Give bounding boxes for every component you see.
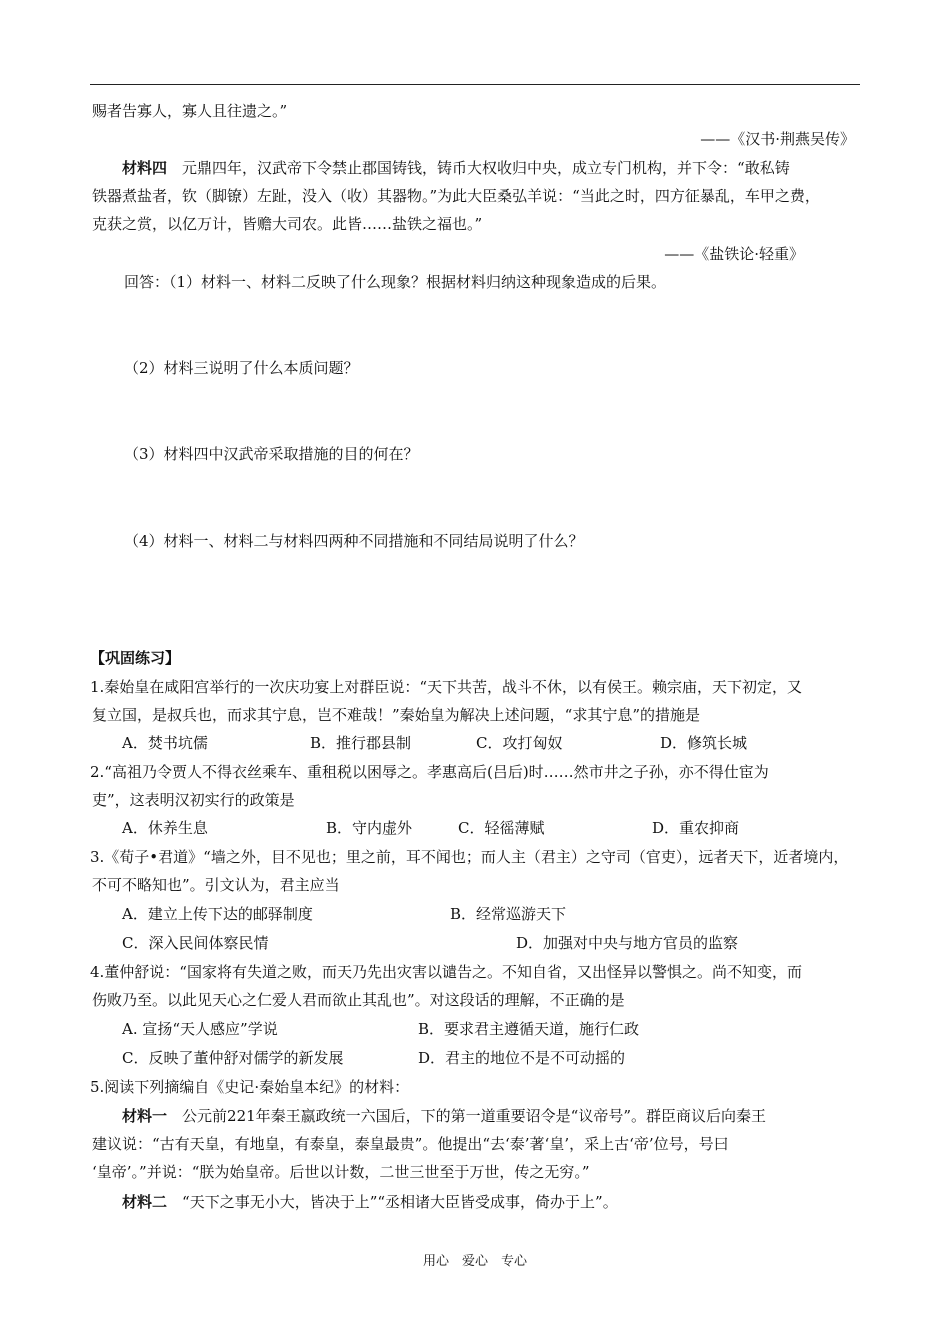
question-2: （2）材料三说明了什么本质问题？ (124, 359, 359, 377)
item-5-material-1-line1: 材料一 公元前221年秦王嬴政统一六国后，下的第一道重要诏令是“议帝号”。群臣商议后向秦王 (122, 1107, 767, 1125)
item-3-option-d: D．加强对中央与地方官员的监察 (516, 934, 739, 952)
item-4-option-a: A. 宣扬“天人感应”学说 (122, 1020, 278, 1038)
question-3: （3）材料四中汉武帝采取措施的目的何在？ (124, 445, 419, 463)
item-1-option-a: A．焚书坑儒 (122, 734, 208, 752)
item-3-option-a: A．建立上传下达的邮驿制度 (122, 905, 313, 923)
item-2-option-c: C．轻徭薄赋 (458, 819, 545, 837)
item-5-material-2-label: 材料二 (122, 1193, 168, 1211)
item-4-line1: 4.董仲舒说：“国家将有失道之败，而天乃先出灾害以谴告之。不知自省，又出怪异以警惧之。尚不知变，而 (90, 963, 802, 981)
item-1-option-c: C．攻打匈奴 (476, 734, 563, 752)
question-4: （4）材料一、材料二与材料四两种不同措施和不同结局说明了什么？ (124, 532, 584, 550)
item-3-option-c: C．深入民间体察民情 (122, 934, 269, 952)
item-5-material-2-line1: 材料二 “天下之事无小大，皆决于上”“丞相诸大臣皆受成事，倚办于上”。 (122, 1193, 618, 1211)
item-2-option-a: A．休养生息 (122, 819, 208, 837)
source-hanshu: ——《汉书·荆燕吴传》 (700, 130, 855, 148)
item-1-option-b: B．推行郡县制 (310, 734, 412, 752)
page-footer: 用心 爱心 专心 (422, 1254, 527, 1269)
material-4-line3: 克获之赏，以亿万计，皆赡大司农。此皆……盐铁之福也。” (92, 215, 483, 233)
material-4-label: 材料四 (122, 159, 168, 177)
item-1-line1: 1.秦始皇在咸阳宫举行的一次庆功宴上对群臣说：“天下共苦，战斗不休，以有侯王。赖宗庙，天下初定，又 (90, 678, 802, 696)
item-5-material-1-line2: 建议说：“古有天皇，有地皇，有泰皇，泰皇最贵”。他提出“去‘泰’著‘皇’，采上古‘帝’位号，号曰 (92, 1135, 729, 1153)
item-4-option-c: C．反映了董仲舒对儒学的新发展 (122, 1049, 344, 1067)
question-1: 回答：（1）材料一、材料二反映了什么现象？根据材料归纳这种现象造成的后果。 (124, 273, 667, 291)
continuation-text: 赐者告寡人，寡人且往遗之。” (92, 102, 288, 120)
item-3-line1: 3.《荀子•君道》“墙之外，目不见也；里之前，耳不闻也；而人主（君主）之守司（官吏），远者天下，近者境内， (90, 848, 849, 866)
item-5-material-1-line3: ‘皇帝’。”并说：“朕为始皇帝。后世以计数，二世三世至于万世，传之无穷。” (92, 1163, 590, 1181)
source-yantielun: ——《盐铁论·轻重》 (664, 245, 804, 263)
material-4-line1: 材料四 元鼎四年，汉武帝下令禁止郡国铸钱，铸币大权收归中央，成立专门机构，并下令：“敢私铸 (122, 159, 790, 177)
item-5-material-1-label: 材料一 (122, 1107, 168, 1125)
item-2-option-b: B．守内虚外 (326, 819, 413, 837)
item-4-option-b: B．要求君主遵循天道，施行仁政 (418, 1020, 640, 1038)
item-4-line2: 伤败乃至。以此见天心之仁爱人君而欲止其乱也”。对这段话的理解，不正确的是 (92, 991, 625, 1009)
item-3-line2: 不可不略知也”。引文认为，君主应当 (92, 876, 340, 894)
item-1-line2: 复立国，是叔兵也，而求其宁息，岂不难哉！”秦始皇为解决上述问题，“求其宁息”的措施是 (92, 706, 701, 724)
item-2-line1: 2.“高祖乃令贾人不得衣丝乘车、重租税以困辱之。孝惠高后(吕后)时……然市井之子孙，亦不得仕宦为 (90, 763, 769, 781)
material-4-line2: 铁器煮盐者，钦（脚镣）左趾，没入（收）其器物。”为此大臣桑弘羊说：“当此之时，四方征暴乱，车甲之费， (92, 187, 820, 205)
item-1-option-d: D．修筑长城 (660, 734, 748, 752)
item-4-option-d: D．君主的地位不是不可动摇的 (418, 1049, 626, 1067)
item-2-line2: 吏”，这表明汉初实行的政策是 (92, 791, 295, 809)
header-rule (90, 84, 860, 85)
item-5-line1: 5.阅读下列摘编自《史记·秦始皇本纪》的材料： (90, 1078, 410, 1096)
item-3-option-b: B．经常巡游天下 (450, 905, 567, 923)
item-2-option-d: D．重农抑商 (652, 819, 740, 837)
section-title: 【巩固练习】 (90, 649, 181, 667)
